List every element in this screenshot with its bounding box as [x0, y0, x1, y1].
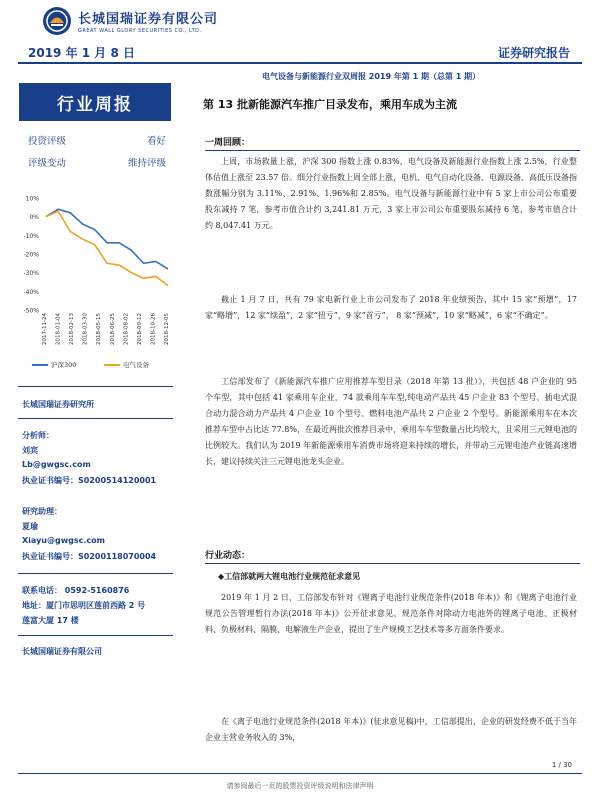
report-title: 第 13 批新能源汽车推广目录发布，乘用车成为主流 — [203, 98, 457, 111]
performance-chart-svg — [18, 192, 176, 374]
analyst-email[interactable]: Lb@gwgsc.com — [22, 460, 91, 469]
report-type: 证券研究报告 — [497, 46, 570, 60]
sidebar-divider — [18, 418, 173, 419]
legend-label: 电气设备 — [123, 361, 149, 369]
analyst-label: 分析师： — [22, 431, 54, 440]
assistant-cert: 执业证书编号：S0200118070004 — [22, 552, 157, 561]
paragraph-market-review: 上周，市场救量上涨，沪深 300 指数上涨 0.83%，电气设备及新能源行业指数上涨 2.5%，行业整体估值上涨至 23.57 倍。细分行业指数上周全部上涨，电机、电气自动化设备、电源设备、高低压设备指数涨幅分别为 3.11%、2.91%、1.96%和 2.85%。电气设备与新能源行业中有 5 家上市公司公布重要股东减持 7 笔，参考市值合计约 3,241.81 万元，3 家上市公司公布重要股东减持 6 笔，参考市值合计约 8,047.41 万元。 — [205, 157, 577, 230]
paragraph-news-body: 2019 年 1 月 2 日，工信部发布针对《锂离子电池行业规范条件(2018 年本)》和《锂离子电池行业规范公告管理暂行办法(2018 年本)》公开征求意见，规范条件对除动力电池外的锂离子电池、正极材料、负极材料、隔膜、电解液生产企业，提出了生产规模工艺技术等多方面条件要求。 — [205, 593, 577, 634]
y-tick-label: -50% — [23, 307, 39, 315]
series-line — [46, 209, 168, 269]
page-number: 1 / 30 — [551, 761, 572, 769]
rating-value: 看好 — [146, 136, 166, 147]
series-line — [46, 211, 168, 286]
y-tick-label: 10% — [25, 195, 39, 203]
analyst-name: 刘宾 — [22, 446, 38, 455]
sidebar-divider — [18, 635, 173, 636]
rating-label: 投资评级 — [28, 136, 67, 147]
rating-row — [28, 155, 176, 177]
y-tick-label: -40% — [23, 288, 39, 296]
company-logo-icon — [42, 6, 72, 36]
assistant-label: 研究助理： — [22, 507, 62, 516]
x-tick-label: 2018-05-15 — [96, 313, 103, 345]
x-tick-label: 2018-08-02 — [123, 313, 130, 345]
paragraph-vehicle-catalog: 工信部发布了《新能源汽车推广应用推荐车型目录（2018 年第 13 批）》，共包括 48 户企业的 95 个车型，其中包括 41 家乘用车企业，74 款乘用车车型,纯电动产品共 45 户企业 83 个型号、插电式混合动力混合动力产品共 4 户企业 10 个型号、燃料电池产品共 2 户企业 2 个型号。新能源乘用车在本次推荐车型中占比达 77.8%，在最近两批次推荐目录中，乘用车车型数量占比均较大，且采用三元锂电池的比例较大。我们认为 2019 年新能源乘用车消费市场将迎来持续的增长，并带动三元锂电池产业链高速增长，建议持续关注三元锂电池龙头企业。 — [205, 377, 577, 466]
report-subtitle: 电气设备与新能源行业双周报 2019 年第 1 期（总第 1 期） — [262, 72, 481, 81]
x-tick-label: 2018-09-12 — [136, 313, 143, 345]
rating-value: 维持评级 — [127, 158, 166, 169]
company-name-en: GREAT WALL GLORY SECURITIES CO., LTD. — [78, 28, 202, 34]
assistant-name: 夏瑜 — [22, 522, 38, 531]
y-tick-label: -30% — [23, 270, 39, 278]
section-divider — [205, 563, 580, 564]
contact-address-line2: 莲富大厦 17 楼 — [22, 616, 79, 625]
analyst-cert: 执业证书编号：S0200514120001 — [22, 476, 157, 485]
y-tick-label: 0% — [29, 214, 39, 222]
assistant-email[interactable]: Xiayu@gwgsc.com — [22, 536, 105, 545]
company-logo — [42, 6, 218, 36]
x-tick-label: 2018-06-25 — [109, 313, 116, 345]
review-heading: 一周回顾： — [205, 138, 251, 148]
research-institute: 长城国瑞证券研究所 — [22, 400, 94, 409]
rating-grid — [28, 133, 176, 177]
sidebar-divider — [18, 573, 173, 574]
sidebar-title: 行业周报 — [19, 83, 171, 121]
contact-address: 地址：厦门市思明区莲前西路 2 号 — [22, 601, 146, 610]
x-tick-label: 2017-11-24 — [42, 313, 48, 345]
legend-label: 沪深300 — [51, 361, 77, 369]
company-footer: 长城国瑞证券有限公司 — [22, 647, 102, 656]
news-heading: ◆工信部就两大锂电池行业规范征求意见 — [218, 571, 361, 581]
section-divider — [205, 150, 580, 151]
x-tick-label: 2018-02-13 — [69, 313, 76, 345]
paragraph-earnings-preview: 截止 1 月 7 日，共有 79 家电新行业上市公司发布了 2018 年业绩预告，其中 15 家“预增”，17 家“略增”，12 家“续盈”，2 家“扭亏”，9 家“首亏”， 8 家“预减”，10 家“略减”，6 家“不确定”。 — [205, 295, 577, 320]
contact-phone: 联系电话： 0592-5160876 — [22, 586, 130, 595]
performance-chart — [18, 192, 176, 374]
company-name-cn: 长城国瑞证券有限公司 — [78, 12, 219, 27]
y-tick-label: -10% — [23, 232, 39, 240]
y-tick-label: -20% — [23, 251, 39, 259]
paragraph-news-continued: 在《离子电池行业规范条件(2018 年本)》(征求意见稿)中，工信部提出，企业的研发经费不低于当年企业主营业务收入的 3%， — [205, 717, 577, 742]
rating-row — [28, 133, 176, 155]
footer-divider — [18, 773, 582, 774]
sidebar-divider — [18, 386, 173, 387]
industry-dynamics-heading: 行业动态： — [205, 551, 251, 561]
footer-disclaimer: 请参阅最后一页的股票投资评级说明和法律声明 — [226, 782, 374, 790]
x-tick-label: 2018-12-05 — [164, 313, 170, 345]
header-divider — [18, 62, 582, 64]
x-tick-label: 2018-01-04 — [55, 313, 62, 345]
x-tick-label: 2018-03-30 — [82, 313, 89, 345]
report-date: 2019 年 1 月 8 日 — [28, 46, 135, 60]
rating-label: 评级变动 — [28, 158, 67, 169]
x-tick-label: 2018-10-26 — [150, 313, 157, 345]
